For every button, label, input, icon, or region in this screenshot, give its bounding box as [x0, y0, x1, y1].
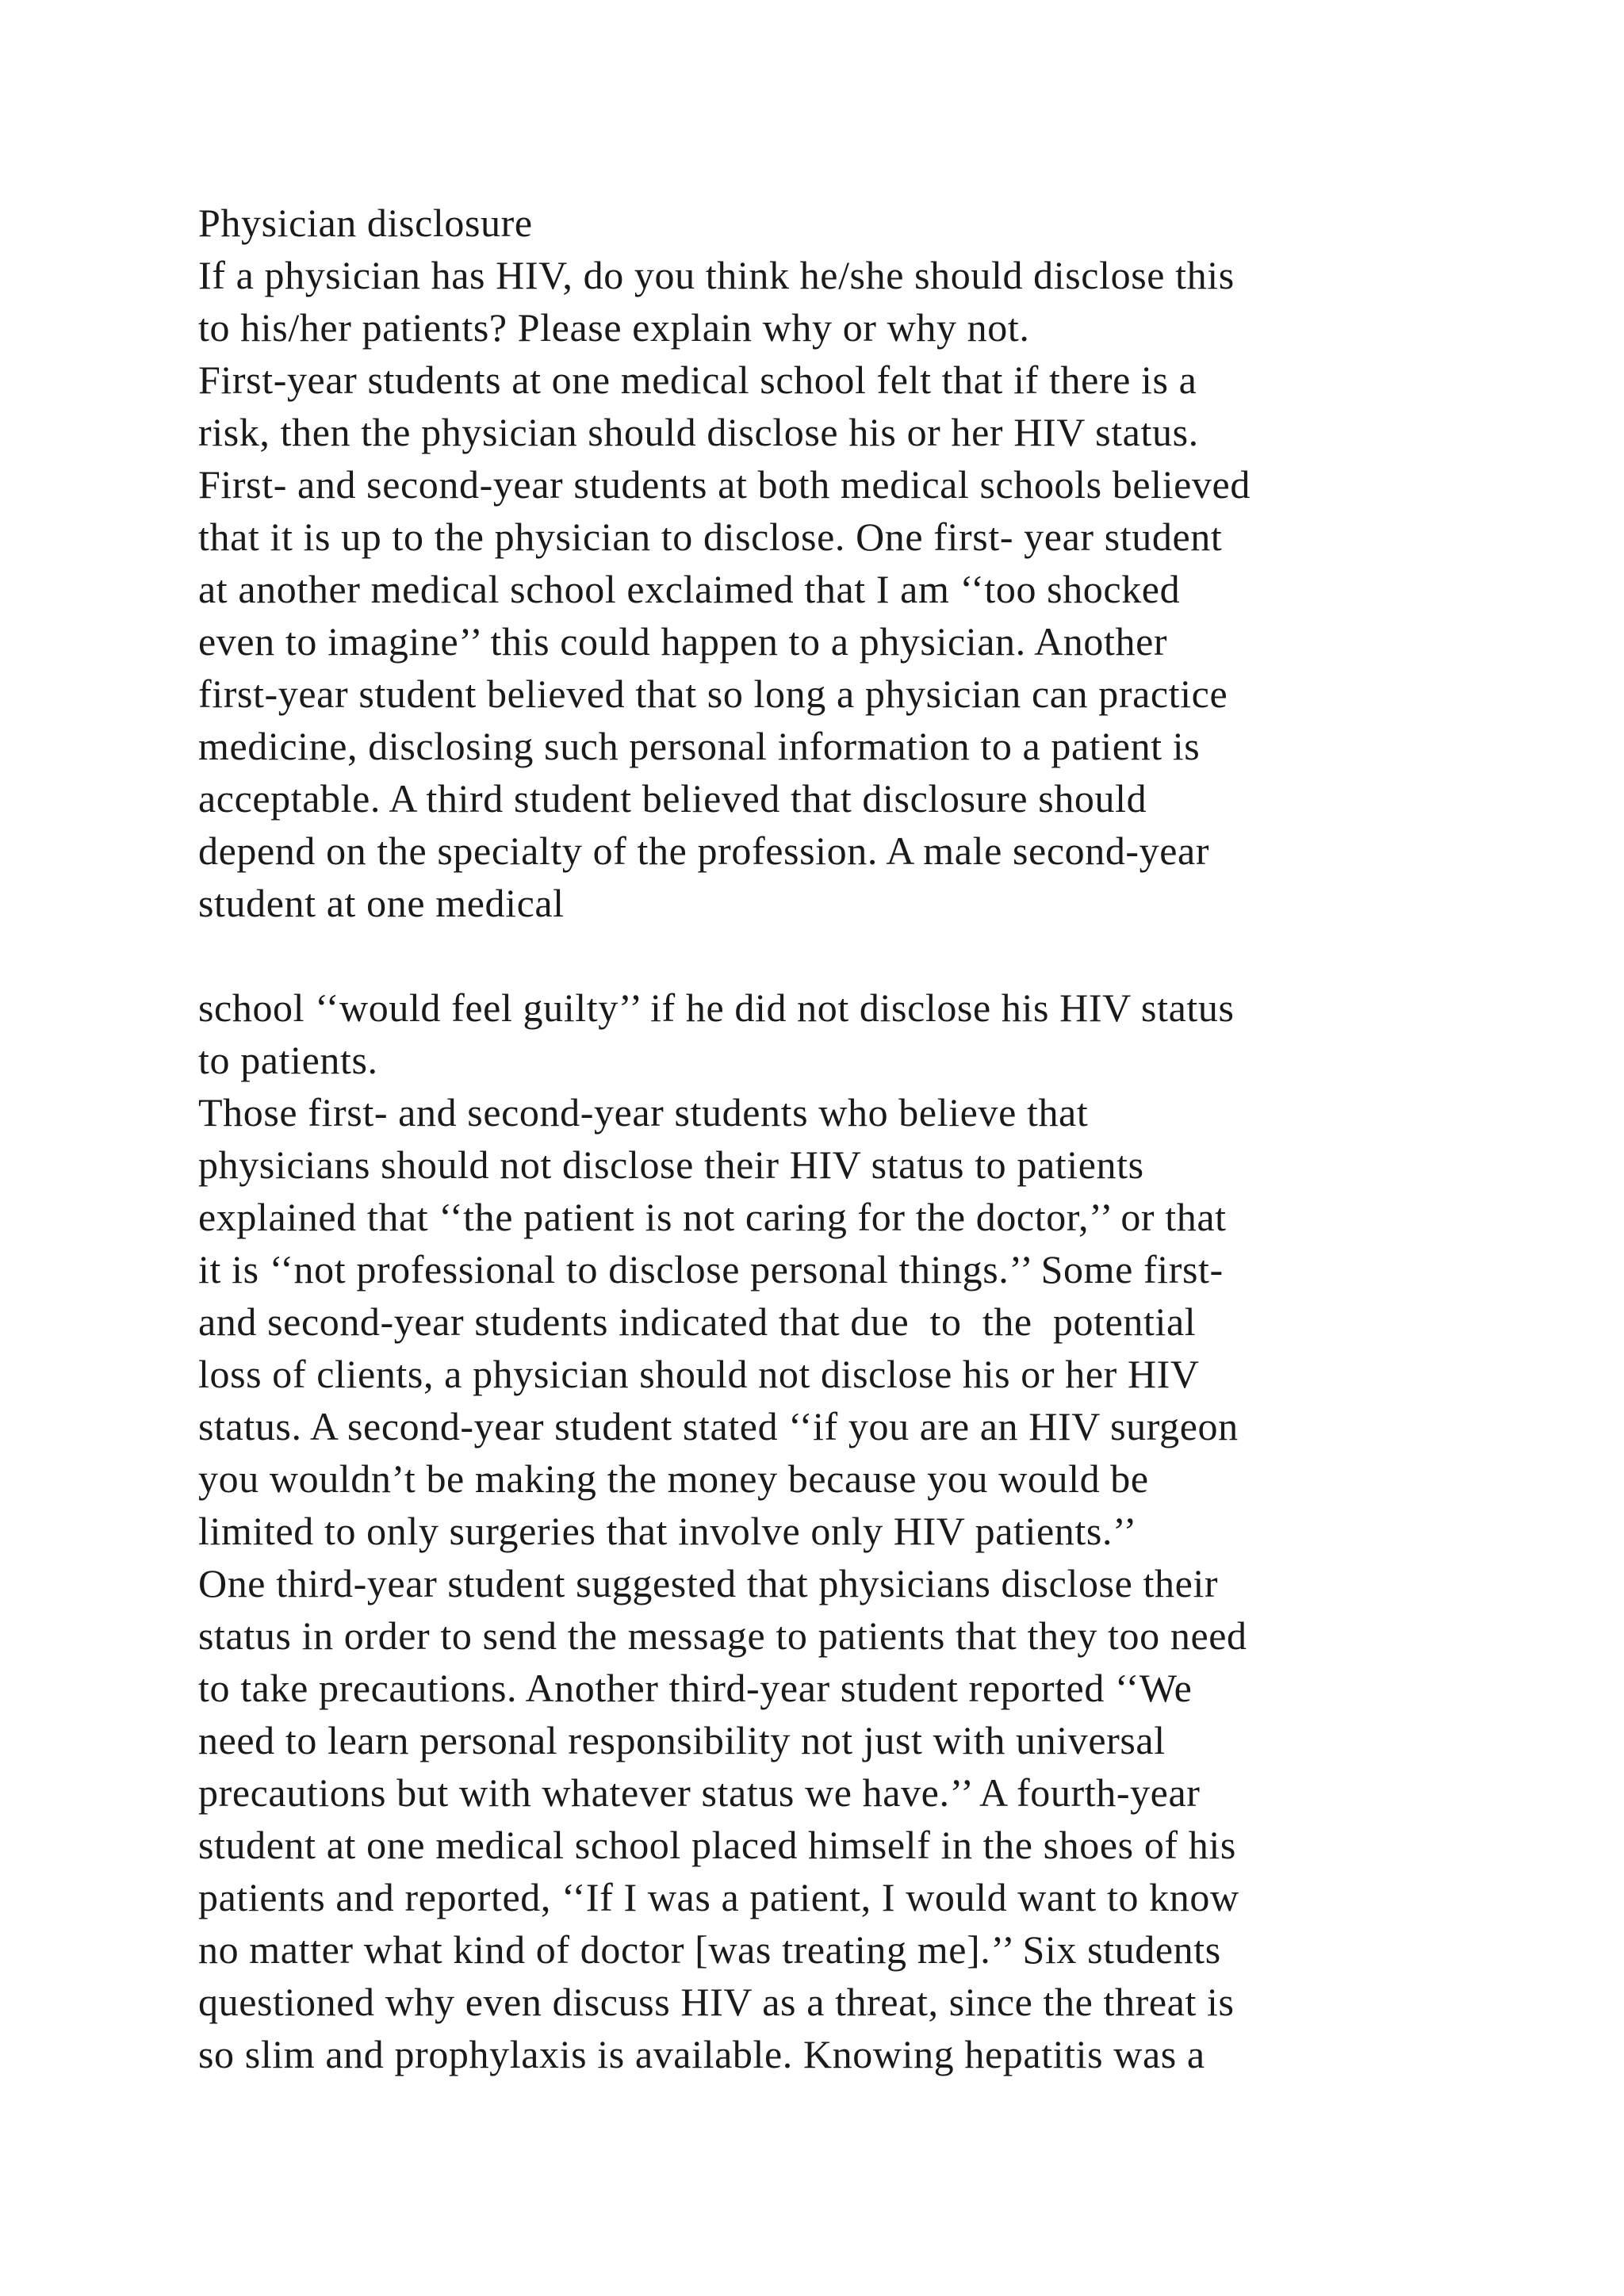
paragraph-block-1: [198, 197, 1507, 929]
text-line: at another medical school exclaimed that I am ‘‘too shocked: [198, 567, 1181, 611]
text-line: status. A second-year student stated ‘‘if you are an HIV surgeon: [198, 1404, 1239, 1448]
text-line: so slim and prophylaxis is available. Knowing hepatitis was a: [198, 2032, 1205, 2076]
text-line: that it is up to the physician to disclose. One first- year student: [198, 515, 1223, 559]
text-line: One third-year student suggested that physicians disclose their: [198, 1561, 1219, 1605]
text-line: to take precautions. Another third-year student reported ‘‘We: [198, 1666, 1193, 1710]
text-line: need to learn personal responsibility not just with universal: [198, 1718, 1166, 1762]
text-line: even to imagine’’ this could happen to a physician. Another: [198, 619, 1168, 664]
text-line: loss of clients, a physician should not disclose his or her HIV: [198, 1352, 1200, 1396]
text-line: patients and reported, ‘‘If I was a patient, I would want to know: [198, 1875, 1239, 1919]
text-line: status in order to send the message to patients that they too need: [198, 1613, 1247, 1658]
text-line: precautions but with whatever status we have.’’ A fourth-year: [198, 1770, 1201, 1815]
text-line: limited to only surgeries that involve only HIV patients.’’: [198, 1509, 1137, 1553]
text-line: medicine, disclosing such personal information to a patient is: [198, 724, 1201, 768]
text-line: depend on the specialty of the profession. A male second-year: [198, 828, 1210, 873]
text-line: First-year students at one medical school felt that if there is a: [198, 358, 1197, 402]
text-line: student at one medical: [198, 881, 565, 925]
text-line: student at one medical school placed himself in the shoes of his: [198, 1823, 1236, 1867]
text-line: Those first- and second-year students who believe that: [198, 1090, 1089, 1135]
text-line: school ‘‘would feel guilty’’ if he did not disclose his HIV status: [198, 985, 1235, 1030]
text-line: physicians should not disclose their HIV status to patients: [198, 1142, 1144, 1187]
text-line: First- and second-year students at both medical schools believed: [198, 462, 1251, 507]
text-line: If a physician has HIV, do you think he/she should disclose this: [198, 253, 1235, 297]
text-line: acceptable. A third student believed that disclosure should: [198, 776, 1147, 821]
text-line: first-year student believed that so long a physician can practice: [198, 672, 1228, 716]
text-line: and second-year students indicated that due to the potential: [198, 1299, 1197, 1344]
text-line: it is ‘‘not professional to disclose personal things.’’ Some first-: [198, 1247, 1224, 1292]
text-line: explained that ‘‘the patient is not caring for the doctor,’’ or that: [198, 1195, 1227, 1239]
text-line: questioned why even discuss HIV as a threat, since the threat is: [198, 1980, 1235, 2024]
text-line: to patients.: [198, 1038, 378, 1082]
document-title: Physician disclosure: [198, 201, 533, 245]
text-line: risk, then the physician should disclose his or her HIV status.: [198, 410, 1199, 454]
text-line: you wouldn’t be making the money because you would be: [198, 1456, 1149, 1501]
text-line: to his/her patients? Please explain why or why not.: [198, 305, 1030, 350]
paragraph-block-2: [198, 982, 1507, 2080]
text-line: no matter what kind of doctor [was treating me].’’ Six students: [198, 1927, 1221, 1972]
